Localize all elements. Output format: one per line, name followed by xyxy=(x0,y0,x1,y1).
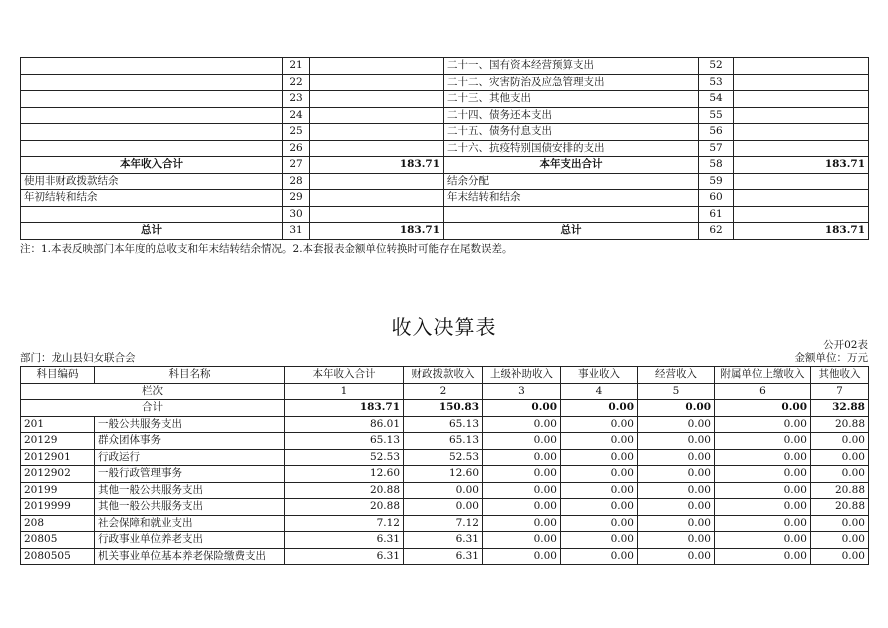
total-value-cell: 0.00 xyxy=(715,400,811,417)
amount-cell: 52.53 xyxy=(285,449,404,466)
table-row xyxy=(21,499,869,516)
amount-cell: 0.00 xyxy=(483,466,561,483)
total-value-cell: 183.71 xyxy=(285,400,404,417)
income-item-cell: 年初结转和结余 xyxy=(21,190,283,207)
amount-cell: 0.00 xyxy=(811,532,869,549)
amount-cell: 0.00 xyxy=(483,449,561,466)
amount-cell: 0.00 xyxy=(638,466,715,483)
expenditure-item-cell: 二十三、其他支出 xyxy=(444,91,699,108)
total-label: 合计 xyxy=(21,400,285,417)
income-amount-cell xyxy=(310,124,444,141)
subject-name-cell: 机关事业单位基本养老保险缴费支出 xyxy=(95,548,285,565)
amount-cell: 0.00 xyxy=(811,449,869,466)
amount-cell: 0.00 xyxy=(638,515,715,532)
amount-cell: 0.00 xyxy=(561,515,638,532)
table-row xyxy=(21,515,869,532)
column-number-cell: 6 xyxy=(715,383,811,400)
amount-cell: 0.00 xyxy=(561,433,638,450)
column-header: 事业收入 xyxy=(561,367,638,384)
income-item-cell xyxy=(21,124,283,141)
row-number-cell: 31 xyxy=(283,223,310,240)
expenditure-item-cell: 二十一、国有资本经营预算支出 xyxy=(444,58,699,75)
department-label: 部门：龙山县妇女联合会 xyxy=(20,352,136,364)
table-row xyxy=(21,466,869,483)
row-number-cell: 62 xyxy=(699,223,734,240)
amount-cell: 65.13 xyxy=(404,416,483,433)
row-number-cell: 30 xyxy=(283,206,310,223)
table-row xyxy=(21,449,869,466)
expenditure-amount-cell xyxy=(734,190,869,207)
amount-cell: 0.00 xyxy=(561,532,638,549)
amount-cell: 0.00 xyxy=(483,499,561,516)
row-number-cell: 29 xyxy=(283,190,310,207)
subject-name-cell: 一般公共服务支出 xyxy=(95,416,285,433)
column-number-label: 栏次 xyxy=(21,383,285,400)
amount-cell: 0.00 xyxy=(561,449,638,466)
expenditure-amount-cell xyxy=(734,91,869,108)
amount-cell: 12.60 xyxy=(285,466,404,483)
income-amount-cell: 183.71 xyxy=(310,157,444,174)
column-number-row xyxy=(21,383,869,400)
amount-cell: 0.00 xyxy=(638,482,715,499)
subject-code-cell: 2012902 xyxy=(21,466,95,483)
amount-cell: 0.00 xyxy=(561,482,638,499)
expenditure-amount-cell xyxy=(734,74,869,91)
income-amount-cell xyxy=(310,91,444,108)
amount-cell: 0.00 xyxy=(561,416,638,433)
income-amount-cell xyxy=(310,206,444,223)
expenditure-amount-cell xyxy=(734,140,869,157)
amount-cell: 6.31 xyxy=(285,548,404,565)
row-number-cell: 28 xyxy=(283,173,310,190)
column-number-cell: 7 xyxy=(811,383,869,400)
table-row xyxy=(21,157,869,174)
subject-name-cell: 其他一般公共服务支出 xyxy=(95,499,285,516)
column-number-cell: 3 xyxy=(483,383,561,400)
expenditure-item-cell: 年末结转和结余 xyxy=(444,190,699,207)
row-number-cell: 57 xyxy=(699,140,734,157)
income-amount-cell xyxy=(310,74,444,91)
column-header: 经营收入 xyxy=(638,367,715,384)
amount-cell: 0.00 xyxy=(811,515,869,532)
table-row xyxy=(21,482,869,499)
income-amount-cell xyxy=(310,107,444,124)
amount-cell: 0.00 xyxy=(483,532,561,549)
expenditure-item-cell: 二十四、债务还本支出 xyxy=(444,107,699,124)
subject-code-cell: 2080505 xyxy=(21,548,95,565)
subject-name-cell: 群众团体事务 xyxy=(95,433,285,450)
subject-code-cell: 208 xyxy=(21,515,95,532)
subject-code-cell: 2019999 xyxy=(21,499,95,516)
row-number-cell: 21 xyxy=(283,58,310,75)
expenditure-item-cell: 二十二、灾害防治及应急管理支出 xyxy=(444,74,699,91)
income-expenditure-summary-table xyxy=(20,57,869,240)
total-value-cell: 0.00 xyxy=(638,400,715,417)
amount-cell: 0.00 xyxy=(483,433,561,450)
amount-cell: 0.00 xyxy=(638,499,715,516)
amount-cell: 7.12 xyxy=(285,515,404,532)
subject-name-cell: 其他一般公共服务支出 xyxy=(95,482,285,499)
expenditure-amount-cell: 183.71 xyxy=(734,157,869,174)
table-row xyxy=(21,532,869,549)
column-header: 其他收入 xyxy=(811,367,869,384)
amount-cell: 6.31 xyxy=(404,532,483,549)
amount-cell: 0.00 xyxy=(561,548,638,565)
row-number-cell: 56 xyxy=(699,124,734,141)
income-item-cell xyxy=(21,58,283,75)
row-number-cell: 58 xyxy=(699,157,734,174)
income-item-cell: 本年收入合计 xyxy=(21,157,283,174)
income-item-cell xyxy=(21,140,283,157)
table-row xyxy=(21,124,869,141)
amount-cell: 20.88 xyxy=(811,482,869,499)
amount-cell: 0.00 xyxy=(638,548,715,565)
expenditure-item-cell: 二十六、抗疫特别国债安排的支出 xyxy=(444,140,699,157)
amount-cell: 0.00 xyxy=(715,416,811,433)
subject-name-cell: 一般行政管理事务 xyxy=(95,466,285,483)
amount-cell: 0.00 xyxy=(715,515,811,532)
amount-cell: 0.00 xyxy=(811,433,869,450)
income-amount-cell: 183.71 xyxy=(310,223,444,240)
expenditure-amount-cell: 183.71 xyxy=(734,223,869,240)
amount-cell: 0.00 xyxy=(638,532,715,549)
expenditure-item-cell: 结余分配 xyxy=(444,173,699,190)
amount-cell: 0.00 xyxy=(811,466,869,483)
amount-cell: 6.31 xyxy=(404,548,483,565)
income-item-cell: 总计 xyxy=(21,223,283,240)
row-number-cell: 52 xyxy=(699,58,734,75)
table-row xyxy=(21,206,869,223)
row-number-cell: 53 xyxy=(699,74,734,91)
expenditure-item-cell: 二十五、债务付息支出 xyxy=(444,124,699,141)
column-header: 本年收入合计 xyxy=(285,367,404,384)
expenditure-amount-cell xyxy=(734,173,869,190)
income-report-table xyxy=(20,366,869,565)
amount-cell: 52.53 xyxy=(404,449,483,466)
amount-cell: 0.00 xyxy=(715,482,811,499)
amount-cell: 0.00 xyxy=(404,482,483,499)
column-number-cell: 5 xyxy=(638,383,715,400)
column-number-cell: 1 xyxy=(285,383,404,400)
income-amount-cell xyxy=(310,140,444,157)
table-row xyxy=(21,140,869,157)
amount-cell: 0.00 xyxy=(483,482,561,499)
table-row xyxy=(21,74,869,91)
amount-cell: 7.12 xyxy=(404,515,483,532)
subject-name-cell: 社会保障和就业支出 xyxy=(95,515,285,532)
income-item-cell: 使用非财政拨款结余 xyxy=(21,173,283,190)
table-row xyxy=(21,548,869,565)
income-item-cell xyxy=(21,74,283,91)
amount-cell: 0.00 xyxy=(715,433,811,450)
subject-code-cell: 201 xyxy=(21,416,95,433)
amount-cell: 0.00 xyxy=(715,548,811,565)
income-item-cell xyxy=(21,107,283,124)
amount-cell: 0.00 xyxy=(561,466,638,483)
expenditure-item-cell: 本年支出合计 xyxy=(444,157,699,174)
amount-cell: 12.60 xyxy=(404,466,483,483)
column-header: 财政拨款收入 xyxy=(404,367,483,384)
subject-code-cell: 20805 xyxy=(21,532,95,549)
amount-cell: 0.00 xyxy=(561,499,638,516)
subject-code-cell: 2012901 xyxy=(21,449,95,466)
expenditure-amount-cell xyxy=(734,206,869,223)
column-header: 附属单位上缴收入 xyxy=(715,367,811,384)
unit-label: 金额单位：万元 xyxy=(794,352,868,364)
column-number-cell: 2 xyxy=(404,383,483,400)
table-row xyxy=(21,433,869,450)
amount-cell: 20.88 xyxy=(811,499,869,516)
amount-cell: 0.00 xyxy=(715,499,811,516)
amount-cell: 20.88 xyxy=(811,416,869,433)
table-row xyxy=(21,107,869,124)
page-title: 收入决算表 xyxy=(391,315,497,339)
column-header: 上级补助收入 xyxy=(483,367,561,384)
header-row xyxy=(21,367,869,384)
income-item-cell xyxy=(21,91,283,108)
amount-cell: 20.88 xyxy=(285,499,404,516)
column-header: 科目编码 xyxy=(21,367,95,384)
row-number-cell: 25 xyxy=(283,124,310,141)
table-row xyxy=(21,91,869,108)
column-number-cell: 4 xyxy=(561,383,638,400)
row-number-cell: 22 xyxy=(283,74,310,91)
total-value-cell: 150.83 xyxy=(404,400,483,417)
amount-cell: 0.00 xyxy=(638,433,715,450)
row-number-cell: 60 xyxy=(699,190,734,207)
amount-cell: 0.00 xyxy=(715,532,811,549)
form-code: 公开02表 xyxy=(823,339,868,351)
amount-cell: 0.00 xyxy=(715,449,811,466)
amount-cell: 86.01 xyxy=(285,416,404,433)
table-row xyxy=(21,58,869,75)
amount-cell: 0.00 xyxy=(638,416,715,433)
income-amount-cell xyxy=(310,58,444,75)
table-note: 注：1.本表反映部门本年度的总收支和年末结转结余情况。2.本套报表金额单位转换时可能存在尾数误差。 xyxy=(20,243,513,255)
total-row xyxy=(21,400,869,417)
total-value-cell: 0.00 xyxy=(561,400,638,417)
amount-cell: 65.13 xyxy=(404,433,483,450)
table-row xyxy=(21,223,869,240)
amount-cell: 0.00 xyxy=(811,548,869,565)
amount-cell: 65.13 xyxy=(285,433,404,450)
amount-cell: 0.00 xyxy=(638,449,715,466)
total-value-cell: 0.00 xyxy=(483,400,561,417)
income-amount-cell xyxy=(310,190,444,207)
amount-cell: 0.00 xyxy=(483,416,561,433)
amount-cell: 20.88 xyxy=(285,482,404,499)
amount-cell: 6.31 xyxy=(285,532,404,549)
amount-cell: 0.00 xyxy=(715,466,811,483)
expenditure-amount-cell xyxy=(734,124,869,141)
row-number-cell: 26 xyxy=(283,140,310,157)
row-number-cell: 27 xyxy=(283,157,310,174)
amount-cell: 0.00 xyxy=(483,548,561,565)
table-row xyxy=(21,416,869,433)
subject-name-cell: 行政事业单位养老支出 xyxy=(95,532,285,549)
expenditure-amount-cell xyxy=(734,58,869,75)
subject-code-cell: 20129 xyxy=(21,433,95,450)
amount-cell: 0.00 xyxy=(404,499,483,516)
table-row xyxy=(21,190,869,207)
income-item-cell xyxy=(21,206,283,223)
subject-code-cell: 20199 xyxy=(21,482,95,499)
row-number-cell: 59 xyxy=(699,173,734,190)
row-number-cell: 24 xyxy=(283,107,310,124)
table-row xyxy=(21,173,869,190)
subject-name-cell: 行政运行 xyxy=(95,449,285,466)
total-value-cell: 32.88 xyxy=(811,400,869,417)
row-number-cell: 55 xyxy=(699,107,734,124)
row-number-cell: 54 xyxy=(699,91,734,108)
amount-cell: 0.00 xyxy=(483,515,561,532)
expenditure-item-cell xyxy=(444,206,699,223)
row-number-cell: 61 xyxy=(699,206,734,223)
expenditure-item-cell: 总计 xyxy=(444,223,699,240)
income-amount-cell xyxy=(310,173,444,190)
expenditure-amount-cell xyxy=(734,107,869,124)
column-header: 科目名称 xyxy=(95,367,285,384)
row-number-cell: 23 xyxy=(283,91,310,108)
